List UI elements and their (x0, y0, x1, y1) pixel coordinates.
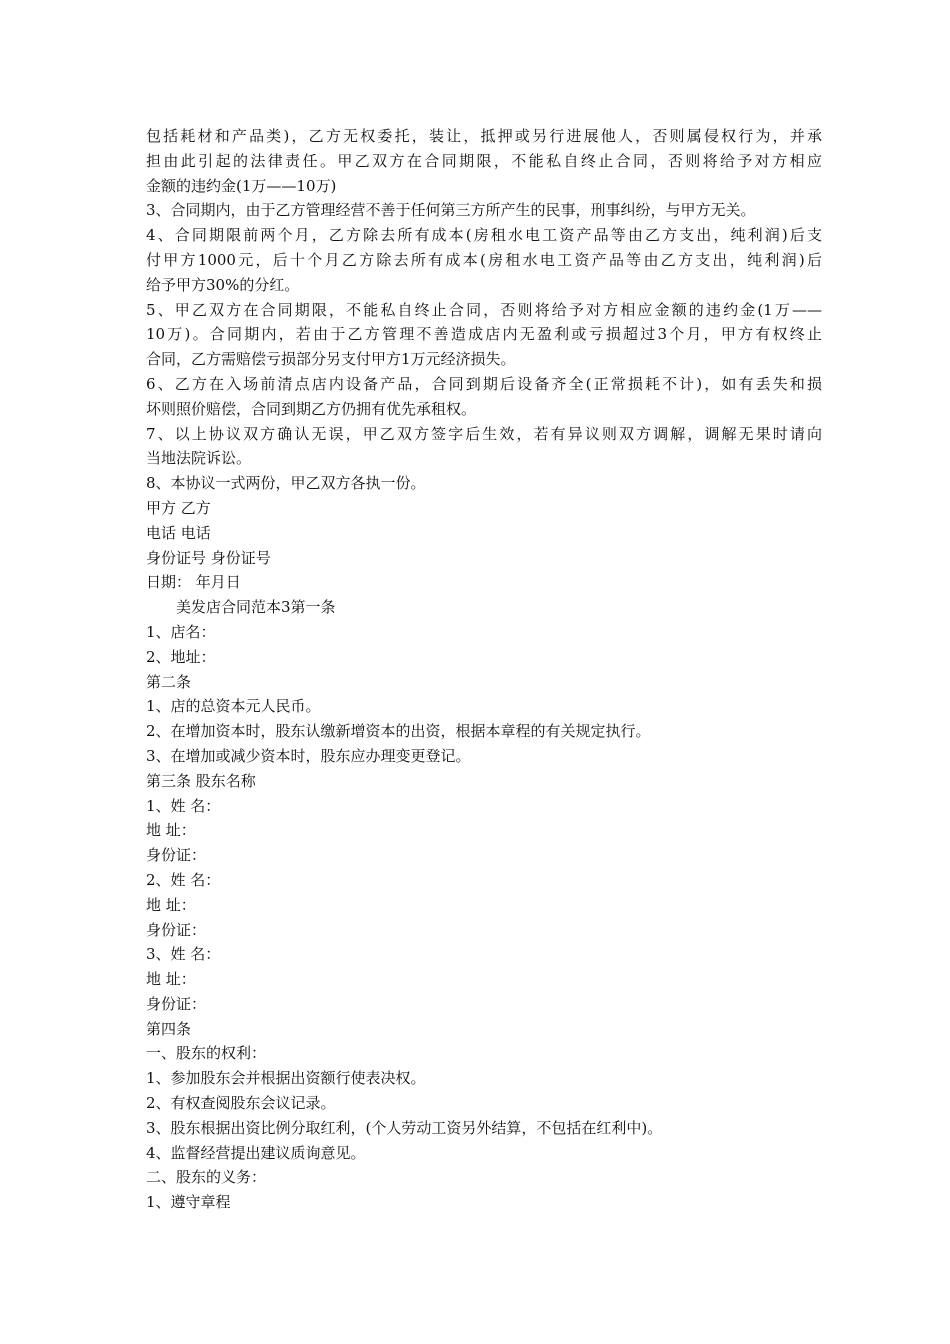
text-line: 身份证： (146, 994, 207, 1013)
text-line: 3、在增加或减少资本时，股东应办理变更登记。 (146, 746, 471, 765)
text-line: 给予甲方30%的分红。 (146, 275, 300, 294)
section-title: 美发店合同范本3第一条 (176, 598, 336, 617)
text-line: 1、遵守章程 (146, 1193, 231, 1212)
text-line: 当地法院诉讼。 (146, 449, 252, 468)
text-line: 地 址： (146, 821, 196, 840)
text-line: 2、在增加资本时，股东认缴新增资本的出资，根据本章程的有关规定执行。 (146, 722, 651, 741)
text-line: 1、姓 名： (146, 796, 221, 815)
text-line: 身份证： (146, 920, 207, 939)
text-line: 坏则照价赔偿，合同到期乙方仍拥有优先承租权。 (146, 399, 477, 418)
text-line: 二、股东的义务： (146, 1168, 267, 1187)
text-line: 包括耗材和产品类)，乙方无权委托，装让，抵押或另行进展他人，否则属侵权行为，并承 (146, 127, 822, 145)
text-line: 4、监督经营提出建议质询意见。 (146, 1143, 366, 1162)
article-heading: 第二条 (146, 672, 192, 691)
text-line: 1、参加股东会并根据出资额行使表决权。 (146, 1069, 426, 1088)
text-line: 地 址： (146, 895, 196, 914)
text-line: 担由此引起的法律责任。甲乙双方在合同期限，不能私自终止合同，否则将给予对方相应 (146, 151, 822, 170)
text-line: 3、合同期内，由于乙方管理经营不善于任何第三方所产生的民事，刑事纠纷，与甲方无关。 (146, 201, 756, 220)
text-line: 2、地址： (146, 647, 216, 666)
text-line: 身份证： (146, 846, 207, 865)
text-line: 1、店的总资本元人民币。 (146, 697, 321, 716)
text-line: 一、股东的权利： (146, 1044, 267, 1063)
signature-phone-line: 电话 电话 (146, 523, 211, 542)
signature-date-line: 日期： 年月日 (146, 573, 241, 592)
text-line: 3、股东根据出资比例分取红利，(个人劳动工资另外结算，不包括在红利中)。 (146, 1118, 663, 1137)
article-heading: 第四条 (146, 1019, 192, 1038)
text-line: 7、以上协议双方确认无误，甲乙双方签字后生效，若有异议则双方调解，调解无果时请向 (146, 424, 822, 443)
text-line: 5、甲乙双方在合同期限，不能私自终止合同，否则将给予对方相应金额的违约金(1万—— (146, 300, 822, 319)
signature-party-line: 甲方 乙方 (146, 498, 211, 517)
text-line: 6、乙方在入场前清点店内设备产品，合同到期后设备齐全(正常损耗不计)，如有丢失和损 (146, 374, 822, 393)
text-line: 合同，乙方需赔偿亏损部分另支付甲方1万元经济损失。 (146, 350, 516, 369)
document-page (146, 124, 822, 1215)
text-line: 2、姓 名： (146, 870, 221, 889)
text-line: 8、本协议一式两份，甲乙双方各执一份。 (146, 474, 426, 493)
text-line: 2、有权查阅股东会议记录。 (146, 1094, 336, 1113)
text-line: 金额的违约金(1万——10万) (146, 176, 337, 195)
text-line: 付甲方1000元，后十个月乙方除去所有成本(房租水电工资产品等由乙方支出，纯利润)后 (146, 250, 822, 269)
signature-id-line: 身份证号 身份证号 (146, 548, 271, 567)
text-line: 3、姓 名： (146, 945, 221, 964)
article-heading: 第三条 股东名称 (146, 771, 256, 790)
text-line: 1、店名： (146, 622, 216, 641)
text-line: 4、合同期限前两个月，乙方除去所有成本(房租水电工资产品等由乙方支出，纯利润)后支 (146, 226, 822, 245)
text-line: 10万)。合同期内，若由于乙方管理不善造成店内无盈利或亏损超过3个月，甲方有权终止 (146, 325, 822, 344)
text-line: 地 址： (146, 970, 196, 989)
